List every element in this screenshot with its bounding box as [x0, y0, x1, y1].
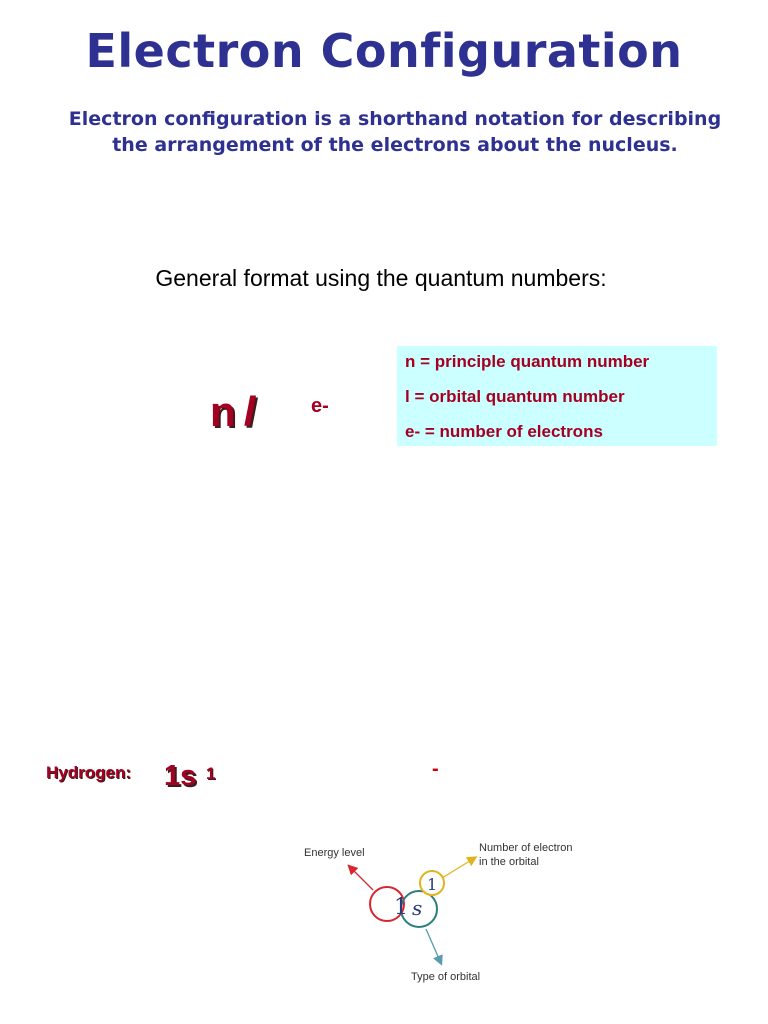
hydrogen-config: 1s: [164, 760, 197, 792]
notation-nl: [210, 388, 255, 436]
stray-dash-mark: -: [432, 758, 439, 780]
notation-n: n: [210, 388, 236, 435]
energy-level-value: 1: [394, 895, 408, 920]
format-intro: General format using the quantum numbers:: [155, 265, 607, 291]
page-title: Electron Configuration: [85, 24, 683, 78]
notation-l: l: [243, 388, 256, 435]
electron-count-value: 1: [427, 875, 438, 894]
page-subtitle: Electron configuration is a shorthand notation for describing the arrangement of the electrons about the nucleus.: [68, 108, 722, 156]
electron-config-diagram: [295, 835, 585, 990]
orbital-type-value: s: [412, 896, 423, 920]
energy-arrow: [351, 868, 373, 890]
energy-level-label: Energy level: [304, 847, 365, 859]
electron-arrow: [442, 859, 473, 878]
hydrogen-label: Hydrogen:: [46, 763, 131, 782]
legend-item-l: l = orbital quantum number: [405, 387, 625, 406]
notation-superscript: e-: [311, 395, 329, 417]
quantum-legend-box: [397, 346, 717, 446]
hydrogen-superscript: 1: [206, 764, 216, 783]
orbital-arrow: [426, 929, 440, 961]
electron-count-label-line2: in the orbital: [479, 856, 539, 868]
legend-item-n: n = principle quantum number: [405, 352, 650, 371]
electron-count-label-line1: Number of electron: [479, 842, 573, 854]
legend-item-e: e- = number of electrons: [405, 422, 603, 441]
orbital-type-label: Type of orbital: [411, 971, 481, 983]
